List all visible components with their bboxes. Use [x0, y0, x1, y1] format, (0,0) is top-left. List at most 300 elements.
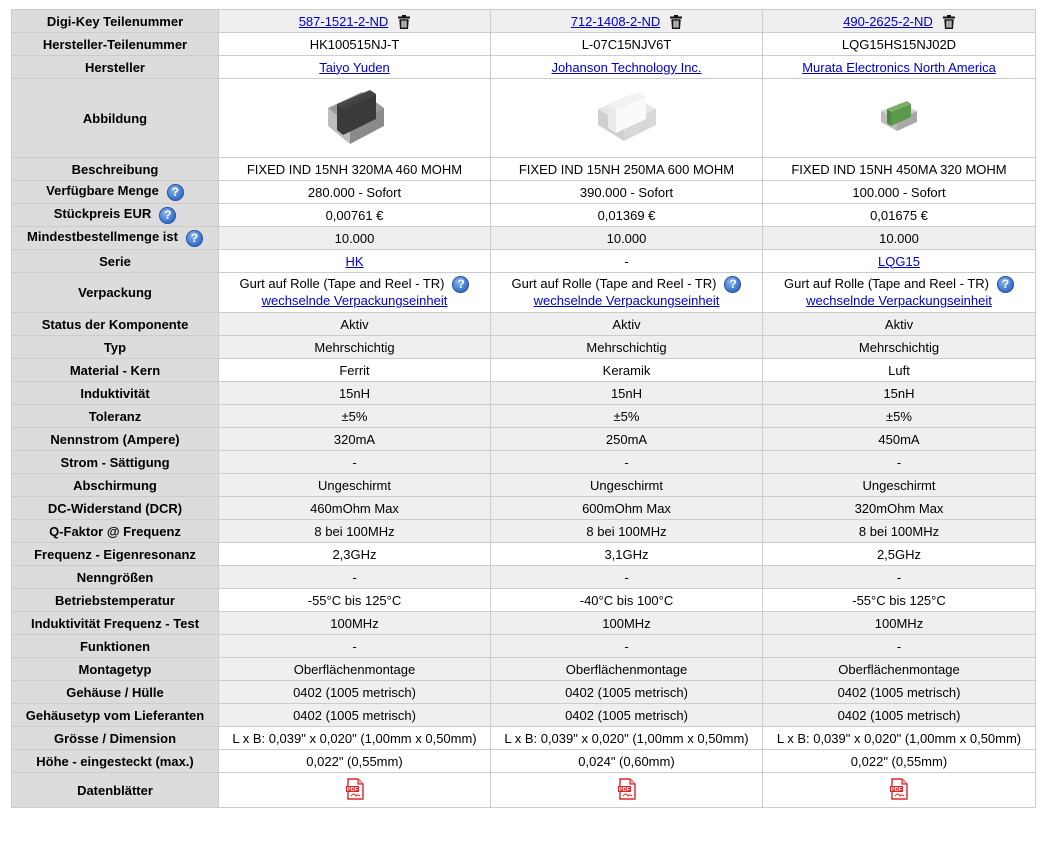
row-label-text: Q-Faktor @ Frequenz — [49, 523, 181, 539]
cell-value: 0,01369 € — [597, 207, 656, 223]
row-label-text: Status der Komponente — [41, 316, 189, 332]
row-label-text: Digi-Key Teilenummer — [46, 13, 184, 29]
cell-value: Ungeschirmt — [862, 477, 936, 493]
svg-text:PDF: PDF — [891, 786, 902, 793]
cell-inductance — [491, 382, 763, 405]
cell-min-order — [763, 227, 1036, 250]
row-core-material — [12, 359, 1036, 382]
row-label — [12, 382, 219, 405]
cell-value: FIXED IND 15NH 320MA 460 MOHM — [246, 161, 463, 177]
row-q-factor — [12, 520, 1036, 543]
cell-min-order — [491, 227, 763, 250]
row-label — [12, 273, 219, 313]
cell-self-resonant — [491, 543, 763, 566]
cell-value: - — [624, 638, 629, 654]
row-label-text: Toleranz — [88, 408, 142, 424]
row-label — [12, 474, 219, 497]
cell-value: 10.000 — [879, 230, 919, 246]
row-label — [12, 79, 219, 158]
part-number-group — [571, 14, 683, 29]
trash-icon[interactable] — [943, 15, 955, 29]
row-min-order — [12, 227, 1036, 250]
cell-part-status — [763, 313, 1036, 336]
cell-value: 15nH — [883, 385, 915, 401]
cell-value: 0,022" (0,55mm) — [850, 753, 948, 769]
part-number-group — [843, 14, 955, 29]
cell-value: 0402 (1005 metrisch) — [837, 684, 961, 700]
row-label — [12, 158, 219, 181]
cell-value: Oberflächenmontage — [293, 661, 416, 677]
cell-ratings — [491, 566, 763, 589]
cell-q-factor — [219, 520, 491, 543]
packaging-link-line — [495, 293, 758, 309]
row-label-text: Hersteller-Teilenummer — [42, 36, 188, 52]
row-available-qty — [12, 181, 1036, 204]
cell-digikey — [219, 10, 491, 33]
component-image — [320, 86, 390, 151]
row-label-text: Mindestbestellmenge ist — [27, 229, 178, 245]
packaging-link-line — [223, 293, 486, 309]
cell-value: - — [352, 569, 357, 585]
cell-operating-temp — [491, 589, 763, 612]
cell-self-resonant — [219, 543, 491, 566]
row-label — [12, 336, 219, 359]
row-inductance-test-freq — [12, 612, 1036, 635]
row-label-text: Induktivität Frequenz - Test — [30, 615, 200, 631]
cell-package-case — [763, 681, 1036, 704]
cell-value: 100MHz — [874, 615, 924, 631]
cell-value: -55°C bis 125°C — [852, 592, 946, 608]
row-label-text: Induktivität — [80, 385, 150, 401]
cell-height-seated — [491, 750, 763, 773]
cell-part-status — [219, 313, 491, 336]
cell-features — [763, 635, 1036, 658]
cell-value: - — [896, 569, 902, 585]
row-label-text: Verfügbare Menge — [46, 183, 159, 199]
packaging-value: Gurt auf Rolle (Tape and Reel - TR) — [511, 275, 717, 291]
row-height-seated — [12, 750, 1036, 773]
row-label-text: Gehäusetyp vom Lieferanten — [25, 707, 205, 723]
cell-value: Mehrschichtig — [858, 339, 940, 355]
cell-mfr-part — [763, 33, 1036, 56]
packaging-variant-link[interactable]: wechselnde Verpackungseinheit — [533, 293, 720, 309]
packaging-line — [223, 276, 486, 293]
cell-digikey — [491, 10, 763, 33]
cell-value: 10.000 — [606, 230, 647, 246]
row-part-status — [12, 313, 1036, 336]
pdf-icon[interactable] — [617, 778, 637, 800]
manufacturer-link[interactable]: Taiyo Yuden — [319, 59, 390, 75]
row-label — [12, 727, 219, 750]
cell-value: 2,5GHz — [876, 546, 922, 562]
part-number-group — [299, 14, 411, 29]
row-label-text: Betriebstemperatur — [55, 592, 175, 608]
row-label — [12, 56, 219, 79]
cell-value: 280.000 - Sofort — [307, 184, 402, 200]
cell-series — [219, 250, 491, 273]
cell-q-factor — [491, 520, 763, 543]
cell-value: L-07C15NJV6T — [581, 36, 672, 52]
row-label — [12, 543, 219, 566]
cell-manufacturer — [763, 56, 1036, 79]
cell-type — [491, 336, 763, 359]
packaging-line — [495, 276, 758, 293]
row-label-text: Strom - Sättigung — [60, 454, 170, 470]
cell-shielding — [219, 474, 491, 497]
digikey-part-link[interactable]: 587-1521-2-ND — [298, 13, 389, 29]
row-label — [12, 250, 219, 273]
cell-features — [219, 635, 491, 658]
cell-core-material — [491, 359, 763, 382]
cell-tolerance — [491, 405, 763, 428]
cell-value: - — [896, 638, 902, 654]
cell-value: LQG15HS15NJ02D — [841, 36, 957, 52]
row-digikey — [12, 10, 1036, 33]
cell-description — [219, 158, 491, 181]
row-label — [12, 681, 219, 704]
cell-inductance — [763, 382, 1036, 405]
row-label — [12, 428, 219, 451]
row-current-rating — [12, 428, 1036, 451]
row-label — [12, 520, 219, 543]
cell-series — [491, 250, 763, 273]
help-icon[interactable]: ? — [159, 207, 176, 224]
help-icon[interactable]: ? — [186, 230, 203, 247]
cell-available-qty — [763, 181, 1036, 204]
cell-value: - — [624, 253, 629, 269]
row-label-text: Datenblätter — [77, 782, 153, 798]
help-icon[interactable]: ? — [452, 276, 469, 293]
row-label-text: Serie — [99, 253, 131, 269]
row-label — [12, 204, 219, 227]
cell-packaging — [491, 273, 763, 313]
cell-current-rating — [491, 428, 763, 451]
row-label-text: Nennstrom (Ampere) — [50, 431, 180, 447]
cell-value: 450mA — [878, 431, 920, 447]
cell-manufacturer — [219, 56, 491, 79]
row-label — [12, 33, 219, 56]
cell-dcr — [491, 497, 763, 520]
packaging-variant-link[interactable]: wechselnde Verpackungseinheit — [806, 293, 992, 309]
row-size-dimension — [12, 727, 1036, 750]
row-type — [12, 336, 1036, 359]
cell-mfr-part — [219, 33, 491, 56]
row-label-text: DC-Widerstand (DCR) — [47, 500, 183, 516]
cell-height-seated — [763, 750, 1036, 773]
cell-value: Mehrschichtig — [314, 339, 395, 355]
cell-tolerance — [219, 405, 491, 428]
pdf-icon[interactable] — [889, 778, 909, 800]
cell-unit-price — [491, 204, 763, 227]
component-image — [877, 99, 921, 138]
cell-value: ±5% — [341, 408, 368, 424]
cell-value: - — [624, 569, 629, 585]
series-link[interactable]: LQG15 — [878, 253, 920, 269]
cell-value: 0,00761 € — [325, 207, 384, 223]
cell-value: ±5% — [613, 408, 640, 424]
row-self-resonant — [12, 543, 1036, 566]
manufacturer-link[interactable]: Johanson Technology Inc. — [551, 59, 702, 75]
cell-value: 320mA — [333, 431, 376, 447]
row-label — [12, 359, 219, 382]
row-label — [12, 773, 219, 808]
row-label — [12, 227, 219, 250]
cell-value: - — [624, 454, 629, 470]
row-tolerance — [12, 405, 1036, 428]
cell-value: L x B: 0,039" x 0,020" (1,00mm x 0,50mm) — [504, 730, 749, 746]
cell-value: - — [352, 454, 357, 470]
cell-value: -55°C bis 125°C — [307, 592, 402, 608]
row-label — [12, 181, 219, 204]
row-label-text: Funktionen — [79, 638, 151, 654]
help-icon[interactable]: ? — [724, 276, 741, 293]
cell-mounting-type — [219, 658, 491, 681]
row-label-text: Abschirmung — [73, 477, 157, 493]
row-current-saturation — [12, 451, 1036, 474]
series-link[interactable]: HK — [345, 253, 364, 269]
row-label — [12, 405, 219, 428]
cell-value: 8 bei 100MHz — [314, 523, 395, 539]
cell-datasheets — [491, 773, 763, 808]
cell-inductance-test-freq — [491, 612, 763, 635]
cell-unit-price — [763, 204, 1036, 227]
cell-mfr-part — [491, 33, 763, 56]
row-label — [12, 313, 219, 336]
cell-shielding — [491, 474, 763, 497]
cell-value: Luft — [888, 362, 910, 378]
cell-image — [491, 79, 763, 158]
row-label-text: Höhe - eingesteckt (max.) — [36, 753, 194, 769]
cell-value: 100MHz — [602, 615, 651, 631]
cell-description — [763, 158, 1036, 181]
cell-value: Ungeschirmt — [318, 477, 391, 493]
cell-value: HK100515NJ-T — [309, 36, 400, 52]
cell-mounting-type — [763, 658, 1036, 681]
cell-q-factor — [763, 520, 1036, 543]
cell-manufacturer — [491, 56, 763, 79]
cell-value: 250mA — [605, 431, 648, 447]
svg-text:PDF: PDF — [346, 786, 358, 793]
cell-current-saturation — [491, 451, 763, 474]
cell-value: FIXED IND 15NH 450MA 320 MOHM — [791, 161, 1007, 177]
cell-inductance — [219, 382, 491, 405]
cell-inductance-test-freq — [763, 612, 1036, 635]
cell-series — [763, 250, 1036, 273]
row-label-text: Beschreibung — [71, 161, 159, 177]
cell-value: L x B: 0,039" x 0,020" (1,00mm x 0,50mm) — [232, 730, 477, 746]
cell-inductance-test-freq — [219, 612, 491, 635]
cell-value: 0402 (1005 metrisch) — [837, 707, 961, 723]
row-supplier-package — [12, 704, 1036, 727]
cell-value: 0402 (1005 metrisch) — [293, 684, 416, 700]
row-inductance — [12, 382, 1036, 405]
trash-icon[interactable] — [398, 15, 410, 29]
cell-value: 0,01675 € — [870, 207, 928, 223]
cell-image — [763, 79, 1036, 158]
row-image — [12, 79, 1036, 158]
cell-type — [763, 336, 1036, 359]
cell-dcr — [219, 497, 491, 520]
row-label — [12, 451, 219, 474]
row-label — [12, 10, 219, 33]
cell-package-case — [491, 681, 763, 704]
cell-core-material — [219, 359, 491, 382]
pdf-icon[interactable] — [345, 778, 365, 800]
cell-features — [491, 635, 763, 658]
cell-value: Aktiv — [884, 316, 914, 332]
cell-type — [219, 336, 491, 359]
row-mounting-type — [12, 658, 1036, 681]
row-label-text: Typ — [103, 339, 127, 355]
cell-datasheets — [219, 773, 491, 808]
cell-value: - — [896, 454, 902, 470]
cell-ratings — [763, 566, 1036, 589]
digikey-part-link[interactable]: 712-1408-2-ND — [570, 13, 661, 29]
trash-icon[interactable] — [670, 15, 682, 29]
row-dcr — [12, 497, 1036, 520]
cell-value: 0,022" (0,55mm) — [306, 753, 403, 769]
cell-datasheets — [763, 773, 1036, 808]
cell-value: 0402 (1005 metrisch) — [565, 707, 688, 723]
row-label-text: Abbildung — [82, 110, 148, 126]
cell-value: 0402 (1005 metrisch) — [293, 707, 416, 723]
cell-packaging — [763, 273, 1036, 313]
packaging-value: Gurt auf Rolle (Tape and Reel - TR) — [239, 275, 445, 291]
cell-value: Mehrschichtig — [586, 339, 667, 355]
row-label — [12, 497, 219, 520]
row-label-text: Frequenz - Eigenresonanz — [34, 546, 196, 562]
row-label — [12, 658, 219, 681]
cell-value: ±5% — [886, 408, 912, 424]
svg-text:PDF: PDF — [618, 786, 630, 793]
row-label-text: Nenngrößen — [76, 569, 154, 585]
row-label — [12, 589, 219, 612]
cell-value: -40°C bis 100°C — [579, 592, 674, 608]
help-icon[interactable]: ? — [997, 276, 1014, 293]
cell-value: 15nH — [338, 385, 371, 401]
component-image — [592, 89, 662, 148]
cell-supplier-package — [219, 704, 491, 727]
cell-value: Aktiv — [340, 316, 369, 332]
cell-dcr — [763, 497, 1036, 520]
packaging-variant-link[interactable]: wechselnde Verpackungseinheit — [261, 293, 448, 309]
row-label-text: Montagetyp — [78, 661, 152, 677]
cell-supplier-package — [491, 704, 763, 727]
cell-height-seated — [219, 750, 491, 773]
cell-size-dimension — [763, 727, 1036, 750]
cell-current-rating — [763, 428, 1036, 451]
cell-value: 460mOhm Max — [310, 500, 399, 516]
cell-operating-temp — [763, 589, 1036, 612]
cell-description — [491, 158, 763, 181]
row-description — [12, 158, 1036, 181]
cell-value: 100MHz — [330, 615, 379, 631]
row-label-text: Hersteller — [85, 59, 145, 75]
cell-value: 10.000 — [334, 230, 375, 246]
packaging-line — [767, 276, 1031, 293]
cell-value: - — [352, 638, 357, 654]
row-label-text: Material - Kern — [69, 362, 161, 378]
row-shielding — [12, 474, 1036, 497]
cell-value: 15nH — [610, 385, 643, 401]
cell-value: Ferrit — [339, 362, 370, 378]
cell-min-order — [219, 227, 491, 250]
cell-value: Oberflächenmontage — [838, 661, 960, 677]
cell-core-material — [763, 359, 1036, 382]
cell-value: 390.000 - Sofort — [579, 184, 674, 200]
cell-value: 0,024" (0,60mm) — [578, 753, 675, 769]
cell-value: 0402 (1005 metrisch) — [565, 684, 688, 700]
cell-value: Ungeschirmt — [590, 477, 663, 493]
row-label — [12, 750, 219, 773]
cell-value: 600mOhm Max — [582, 500, 671, 516]
cell-self-resonant — [763, 543, 1036, 566]
cell-size-dimension — [219, 727, 491, 750]
cell-part-status — [491, 313, 763, 336]
cell-value: Aktiv — [612, 316, 641, 332]
row-mfr-part — [12, 33, 1036, 56]
packaging-link-line — [767, 293, 1031, 309]
row-manufacturer — [12, 56, 1036, 79]
cell-shielding — [763, 474, 1036, 497]
cell-value: 2,3GHz — [332, 546, 377, 562]
row-label-text: Grösse / Dimension — [53, 730, 177, 746]
cell-current-saturation — [763, 451, 1036, 474]
digikey-part-link[interactable]: 490-2625-2-ND — [843, 13, 933, 29]
packaging-value: Gurt auf Rolle (Tape and Reel - TR) — [784, 275, 989, 291]
cell-value: 8 bei 100MHz — [858, 523, 940, 539]
row-label — [12, 566, 219, 589]
row-packaging — [12, 273, 1036, 313]
cell-value: 8 bei 100MHz — [586, 523, 667, 539]
row-label-text: Stückpreis EUR — [53, 206, 152, 222]
row-label-text: Verpackung — [78, 285, 152, 300]
cell-value: L x B: 0,039" x 0,020" (1,00mm x 0,50mm) — [776, 730, 1022, 746]
cell-current-rating — [219, 428, 491, 451]
cell-tolerance — [763, 405, 1036, 428]
row-ratings — [12, 566, 1036, 589]
cell-current-saturation — [219, 451, 491, 474]
cell-mounting-type — [491, 658, 763, 681]
cell-operating-temp — [219, 589, 491, 612]
cell-supplier-package — [763, 704, 1036, 727]
cell-unit-price — [219, 204, 491, 227]
cell-available-qty — [491, 181, 763, 204]
manufacturer-link[interactable]: Murata Electronics North America — [802, 59, 996, 75]
row-operating-temp — [12, 589, 1036, 612]
cell-available-qty — [219, 181, 491, 204]
row-unit-price — [12, 204, 1036, 227]
row-label-text: Gehäuse / Hülle — [66, 684, 164, 700]
help-icon[interactable]: ? — [167, 184, 184, 201]
cell-value: 320mOhm Max — [854, 500, 944, 516]
cell-value: FIXED IND 15NH 250MA 600 MOHM — [518, 161, 735, 177]
cell-image — [219, 79, 491, 158]
row-package-case — [12, 681, 1036, 704]
row-label — [12, 704, 219, 727]
cell-package-case — [219, 681, 491, 704]
cell-packaging — [219, 273, 491, 313]
cell-value: Keramik — [602, 362, 651, 378]
cell-ratings — [219, 566, 491, 589]
cell-value: Oberflächenmontage — [565, 661, 688, 677]
row-datasheets — [12, 773, 1036, 808]
row-series — [12, 250, 1036, 273]
cell-value: 3,1GHz — [604, 546, 649, 562]
comparison-table — [11, 9, 1036, 808]
cell-digikey — [763, 10, 1036, 33]
row-features — [12, 635, 1036, 658]
